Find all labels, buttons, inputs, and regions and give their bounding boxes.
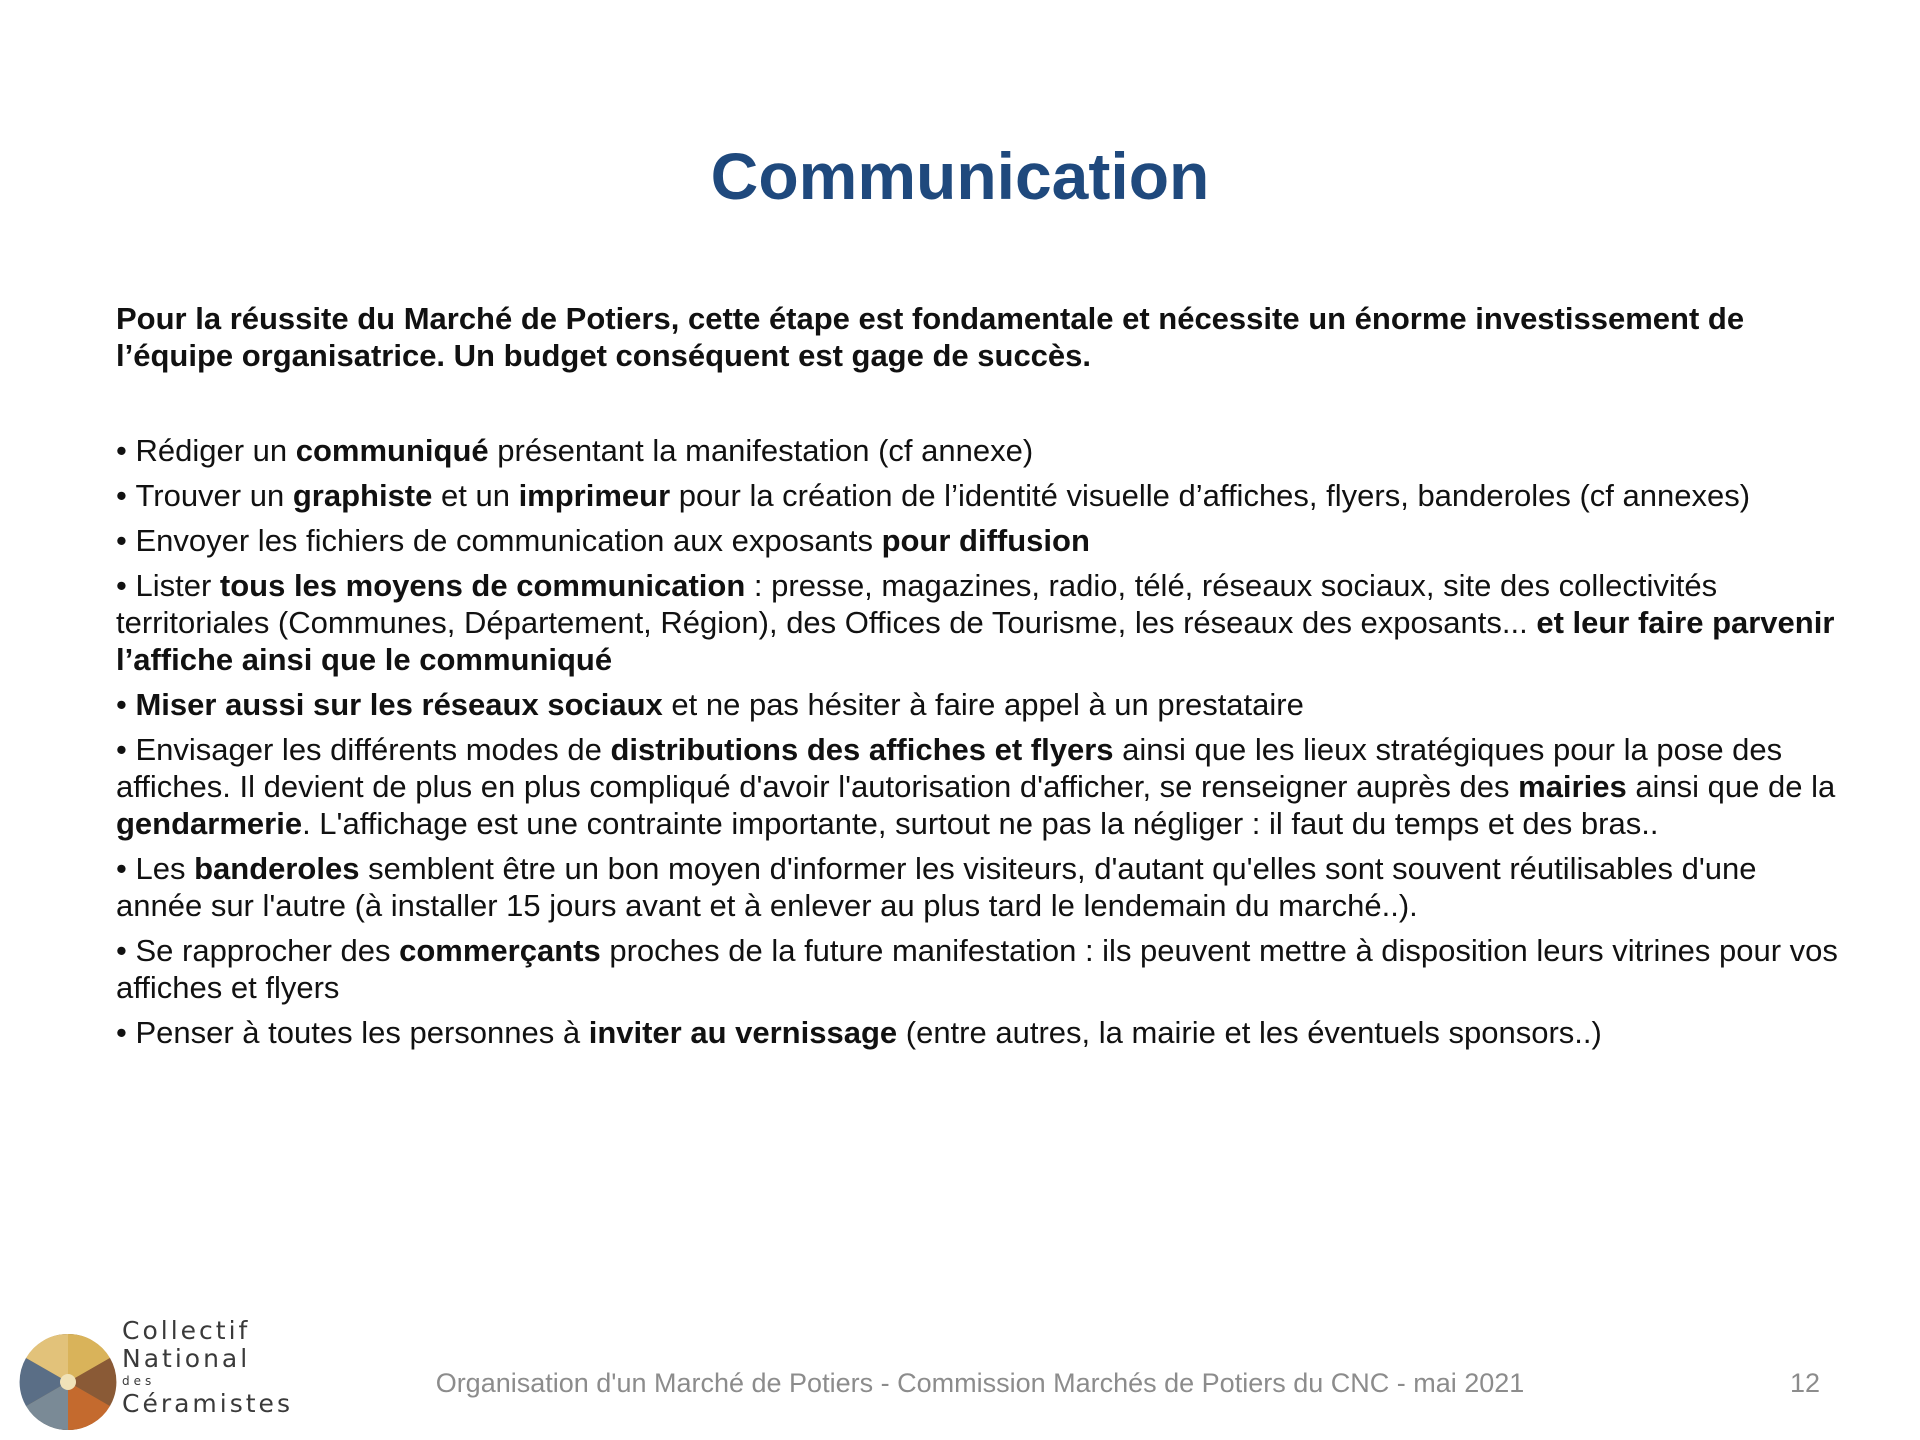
bullet-text: ainsi que de la (1626, 769, 1836, 804)
bullet-text: ainsi que les lieux stratégiques pour la pose des affiches. Il devient de plus en plus compliqué d'avoir l'autorisation d'afficher, se renseigner auprès des (116, 732, 1783, 804)
bullet-list (116, 432, 1841, 1051)
bullet-item (116, 522, 1841, 559)
bullet-text: (entre autres, la mairie et les éventuels sponsors..) (897, 1015, 1602, 1050)
cnc-logo (14, 1316, 293, 1434)
ceramic-disc-logo-icon (14, 1318, 118, 1434)
bullet-text: Penser à toutes les personnes à (135, 1015, 589, 1050)
page-number: 12 (1789, 1368, 1820, 1398)
bullet-bold-text: distributions des affiches et flyers (610, 732, 1114, 767)
bullet-bold-text: gendarmerie (116, 806, 303, 841)
slide-title: Communication (710, 139, 1210, 213)
bullet-item (116, 686, 1841, 723)
bullet-item (116, 932, 1841, 1006)
logo-line-national: National (122, 1344, 251, 1373)
bullet-item (116, 567, 1841, 678)
bullet-item (116, 477, 1841, 514)
logo-line-des: des (122, 1374, 156, 1388)
logo-line-ceramistes: Céramistes (122, 1389, 293, 1418)
bullet-text: Lister (135, 568, 220, 603)
bullet-bold-text: graphiste (292, 478, 433, 513)
bullet-text: Se rapprocher des (135, 933, 400, 968)
bullet-text: semblent être un bon moyen d'informer les visiteurs, d'autant qu'elles sont souvent réutilisables d'une année sur l'autre (à installer 15 jours avant et à enlever au plus tard le lendemain du marché..). (116, 851, 1757, 923)
bullet-text: Les (135, 851, 195, 886)
bullet-bold-text: tous les moyens de communication (219, 568, 746, 603)
bullet-bold-text: banderoles (194, 851, 360, 886)
bullet-text: : presse, magazines, radio, télé, réseaux sociaux, site des collectivités territoriales (Communes, Département, Région), des Offices de Tourisme, les réseaux des exposants... (116, 568, 1718, 640)
bullet-bold-text: pour diffusion (881, 523, 1090, 558)
bullet-text: pour la création de l’identité visuelle d’affiches, flyers, banderoles (cf annexes) (670, 478, 1751, 513)
bullet-text: proches de la future manifestation : ils peuvent mettre à disposition leurs vitrines pour vos affiches et flyers (116, 933, 1838, 1005)
bullet-text: Trouver un (135, 478, 293, 513)
bullet-text: . L'affichage est une contrainte importante, surtout ne pas la négliger : il faut du temps et des bras.. (302, 806, 1659, 841)
bullet-text: Envisager les différents modes de (135, 732, 611, 767)
bullet-bold-text: et leur faire parvenir l’affiche ainsi que le communiqué (116, 605, 1835, 677)
bullet-bold-text: Miser aussi sur les réseaux sociaux (135, 687, 663, 722)
bullet-bold-text: imprimeur (518, 478, 671, 513)
bullet-text: et un (432, 478, 519, 513)
logo-text (122, 1318, 293, 1419)
bullet-item (116, 731, 1841, 842)
slide-content (116, 300, 1841, 1059)
bullet-item (116, 850, 1841, 924)
bullet-text: et ne pas hésiter à faire appel à un prestataire (662, 687, 1304, 722)
bullet-text: Envoyer les fichiers de communication aux exposants (135, 523, 882, 558)
bullet-item (116, 432, 1841, 469)
bullet-bold-text: inviter au vernissage (588, 1015, 898, 1050)
bullet-bold-text: commerçants (399, 933, 601, 968)
bullet-text: présentant la manifestation (cf annexe) (488, 433, 1034, 468)
intro-paragraph: Pour la réussite du Marché de Potiers, cette étape est fondamentale et nécessite un énorme investissement de l’équipe organisatrice. Un budget conséquent est gage de succès. (116, 301, 1745, 373)
bullet-bold-text: mairies (1518, 769, 1627, 804)
bullet-bold-text: communiqué (295, 433, 489, 468)
bullet-text: Rédiger un (135, 433, 296, 468)
logo-line-collectif: Collectif (122, 1316, 251, 1345)
bullet-item (116, 1014, 1841, 1051)
footer-text: Organisation d'un Marché de Potiers - Commission Marchés de Potiers du CNC - mai 2021 (435, 1368, 1525, 1398)
